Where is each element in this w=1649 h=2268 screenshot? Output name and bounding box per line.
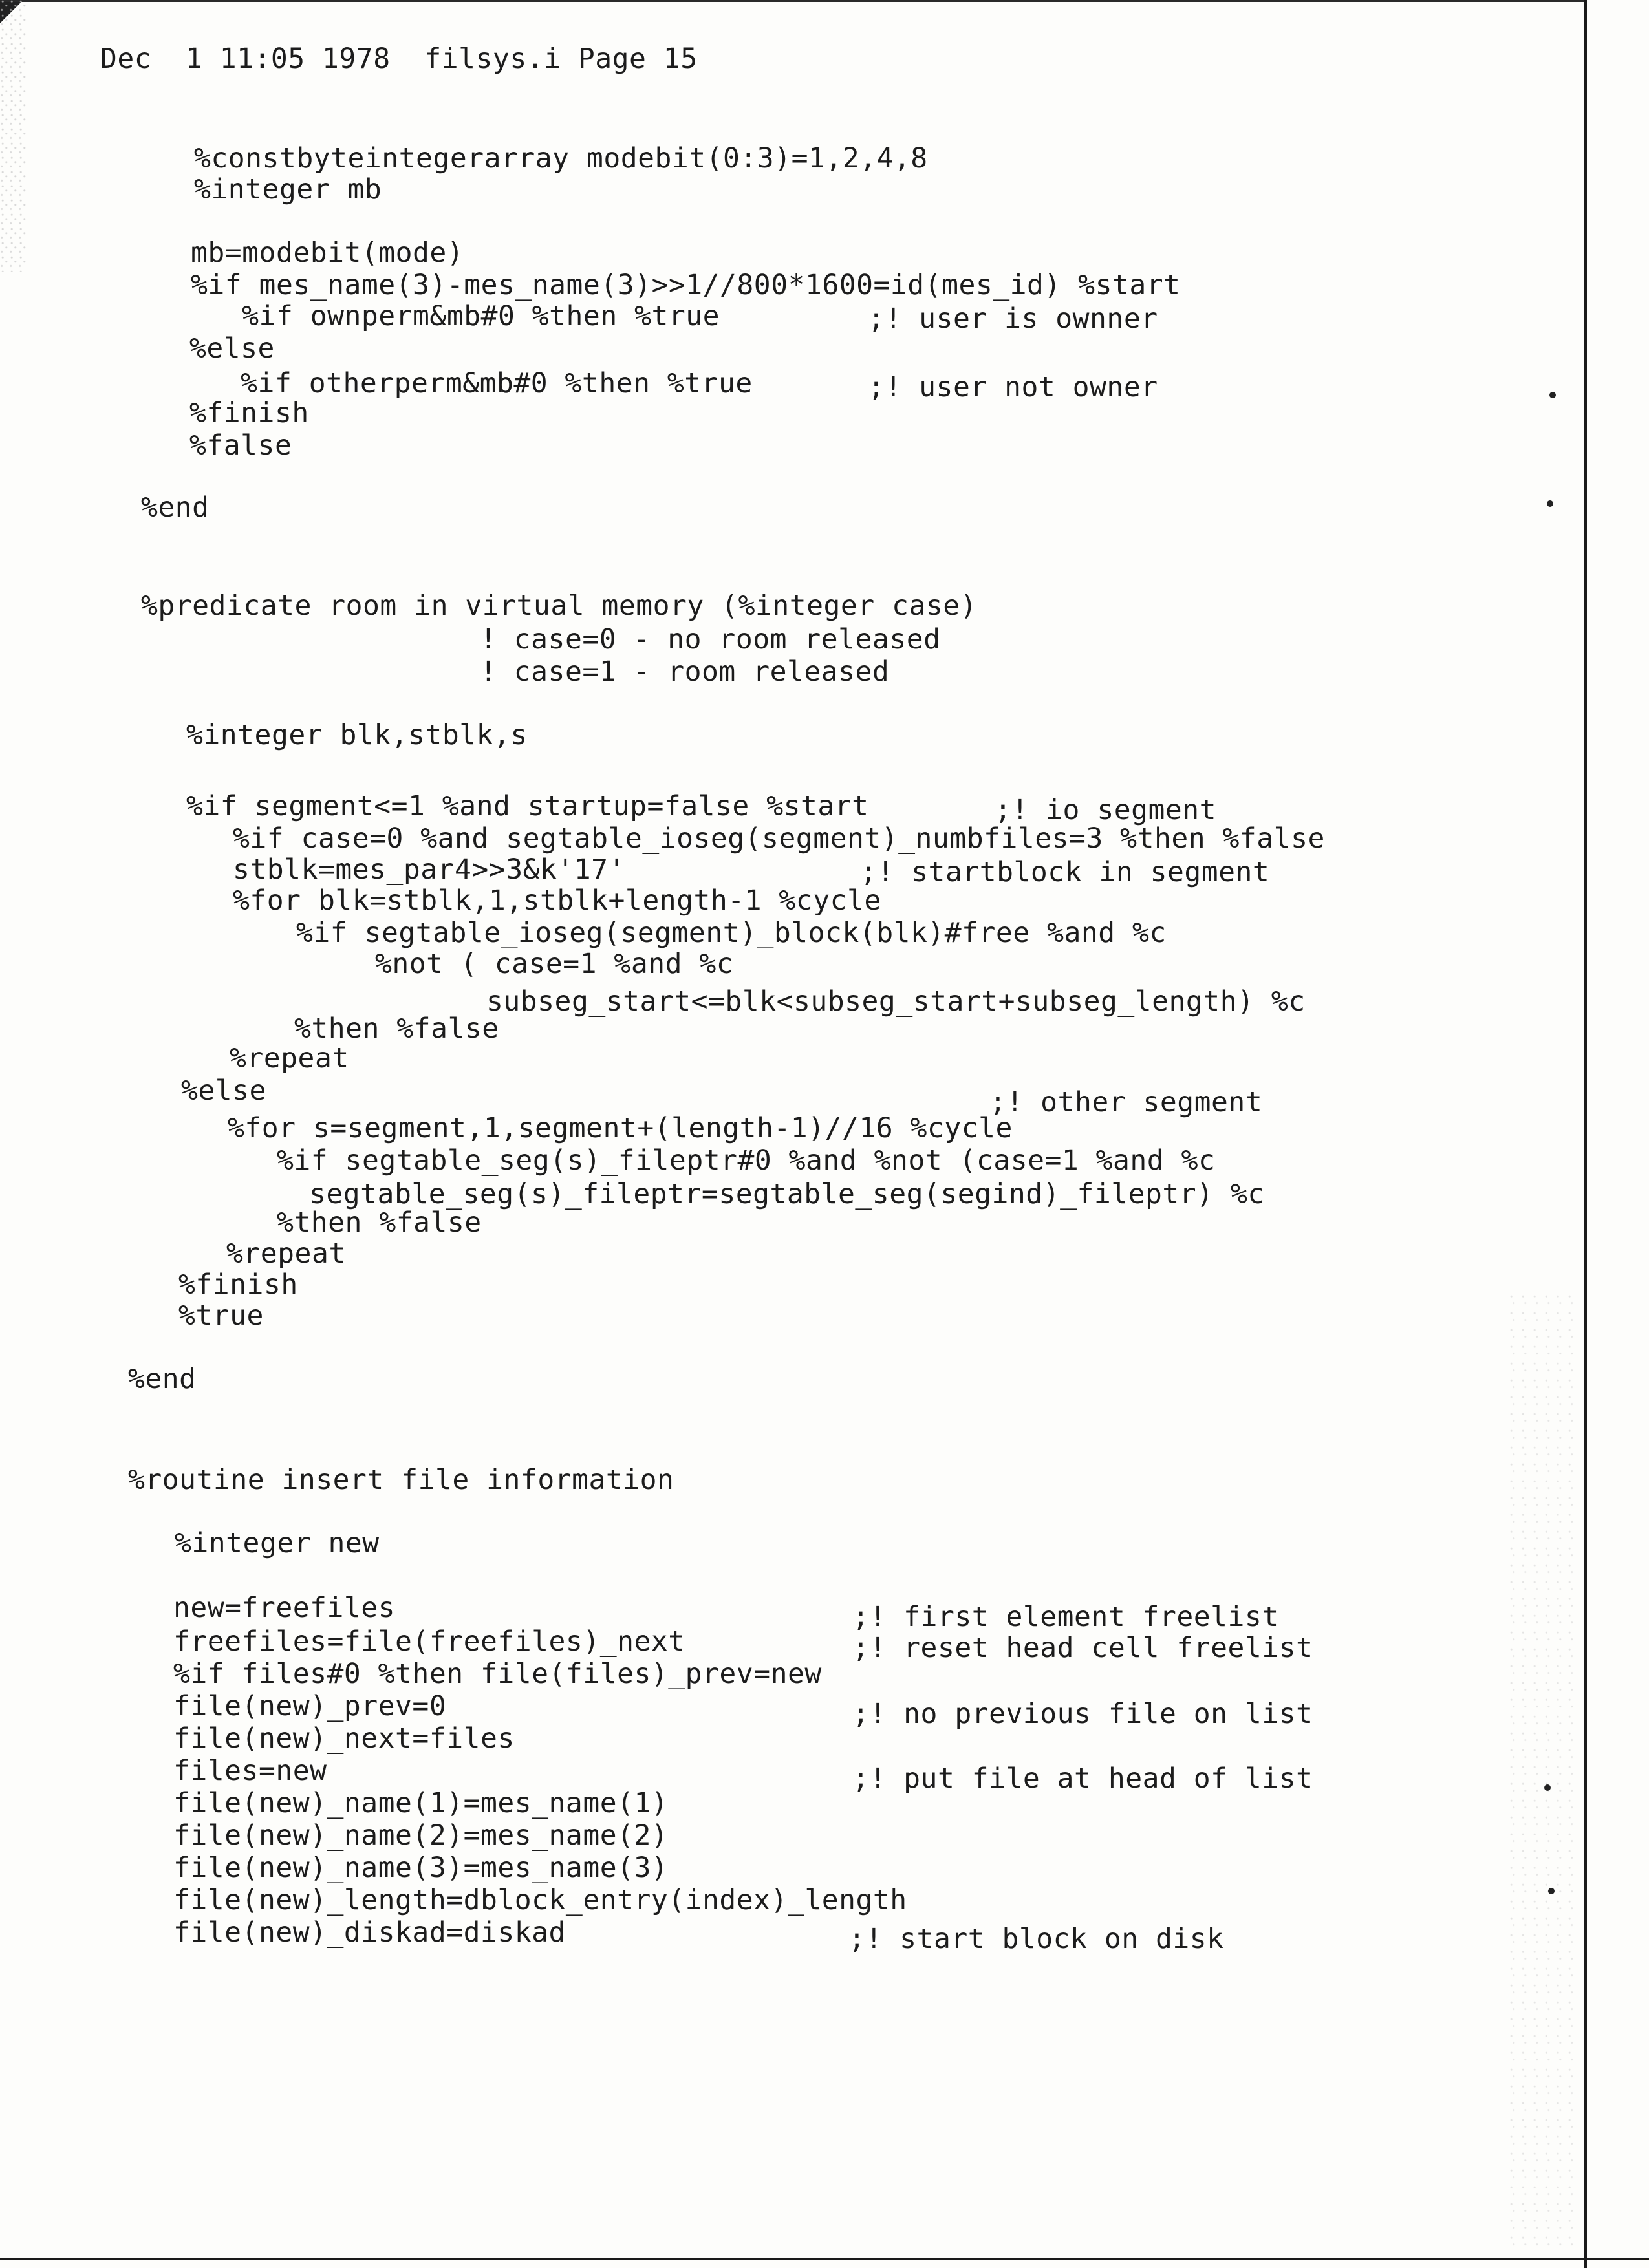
code-line: %if ownperm&mb#0 %then %true: [191, 300, 720, 332]
code-comment: ;! reset head cell freelist: [852, 1632, 1313, 1664]
code-line: segtable_seg(s)_fileptr=segtable_seg(segind)_fileptr) %c: [309, 1178, 1265, 1210]
margin-dot: [1547, 500, 1553, 507]
code-comment: ;! user is ownner: [868, 303, 1158, 335]
code-line: %finish: [189, 397, 309, 429]
code-line: files=new: [173, 1755, 327, 1787]
page-right-edge: [1584, 0, 1587, 2268]
scan-noise-right: [1507, 1293, 1578, 2250]
code-line: file(new)_diskad=diskad: [173, 1916, 566, 1949]
code-line: %else: [181, 1075, 266, 1107]
code-line: %if segment<=1 %and startup=false %start: [186, 790, 869, 822]
code-comment: ;! put file at head of list: [852, 1762, 1313, 1795]
code-line: %if segtable_seg(s)_fileptr#0 %and %not (case=1 %and %c: [277, 1144, 1216, 1177]
code-line: %for blk=stblk,1,stblk+length-1 %cycle: [233, 884, 881, 917]
code-comment: ;! io segment: [995, 794, 1217, 826]
margin-dot: [1549, 392, 1556, 398]
code-line: file(new)_name(1)=mes_name(1): [173, 1787, 669, 1819]
code-line: mb=modebit(mode): [191, 237, 464, 269]
code-line: file(new)_next=files: [173, 1722, 515, 1755]
code-line: %end: [128, 1363, 197, 1395]
code-line: %repeat: [226, 1237, 346, 1270]
code-line: %if case=0 %and segtable_ioseg(segment)_numbfiles=3 %then %false: [233, 822, 1325, 855]
page-bottom-edge: [0, 2258, 1649, 2260]
code-line: %then %false: [294, 1012, 499, 1045]
page-top-edge: [0, 0, 1584, 2]
code-line: stblk=mes_par4>>3&k'17': [233, 853, 625, 886]
code-line: %integer new: [175, 1527, 380, 1559]
code-line: %if segtable_ioseg(segment)_block(blk)#free %and %c: [296, 917, 1167, 949]
code-line: %repeat: [230, 1042, 349, 1075]
code-line: %true: [178, 1300, 264, 1332]
code-comment: ;! other segment: [989, 1086, 1263, 1118]
code-line: file(new)_name(3)=mes_name(3): [173, 1852, 669, 1884]
code-comment: ;! no previous file on list: [852, 1698, 1313, 1730]
code-comment: ;! start block on disk: [848, 1923, 1224, 1955]
margin-dot: [1548, 1888, 1555, 1894]
code-line: new=freefiles: [173, 1592, 396, 1624]
code-line: %false: [189, 429, 292, 462]
code-line: %for s=segment,1,segment+(length-1)//16 %cycle: [228, 1112, 1013, 1144]
code-line: freefiles=file(freefiles)_next: [173, 1625, 685, 1658]
code-line: %if mes_name(3)-mes_name(3)>>1//800*1600=id(mes_id) %start: [191, 269, 1181, 301]
page-header: Dec 1 11:05 1978 filsys.i Page 15: [100, 43, 698, 75]
code-line: file(new)_name(2)=mes_name(2): [173, 1819, 669, 1852]
margin-dot: [1544, 1784, 1551, 1791]
code-comment: ;! startblock in segment: [860, 856, 1270, 888]
scan-noise-left: [0, 0, 26, 272]
code-comment: ! case=1 - room released: [480, 656, 890, 688]
code-line: subseg_start<=blk<subseg_start+subseg_length) %c: [486, 985, 1306, 1018]
code-line: file(new)_length=dblock_entry(index)_length: [173, 1884, 907, 1916]
code-comment: ;! user not owner: [868, 371, 1158, 403]
code-line: %predicate room in virtual memory (%integer case): [141, 590, 978, 622]
code-line: %routine insert file information: [128, 1464, 674, 1496]
code-line: %finish: [178, 1268, 298, 1301]
code-comment: ! case=0 - no room released: [480, 623, 941, 656]
code-line: %if otherperm&mb#0 %then %true: [189, 367, 753, 400]
code-line: file(new)_prev=0: [173, 1690, 447, 1722]
code-line: %then %false: [277, 1206, 482, 1239]
code-line: %integer mb: [194, 173, 382, 206]
code-line: %not ( case=1 %and %c: [375, 948, 734, 980]
code-comment: ;! first element freelist: [852, 1601, 1279, 1633]
code-line: %constbyteintegerarray modebit(0:3)=1,2,4,8: [194, 142, 928, 175]
code-line: %integer blk,stblk,s: [186, 719, 528, 751]
code-line: %else: [189, 332, 275, 365]
code-line: %if files#0 %then file(files)_prev=new: [173, 1658, 822, 1690]
code-line: %end: [141, 491, 210, 524]
